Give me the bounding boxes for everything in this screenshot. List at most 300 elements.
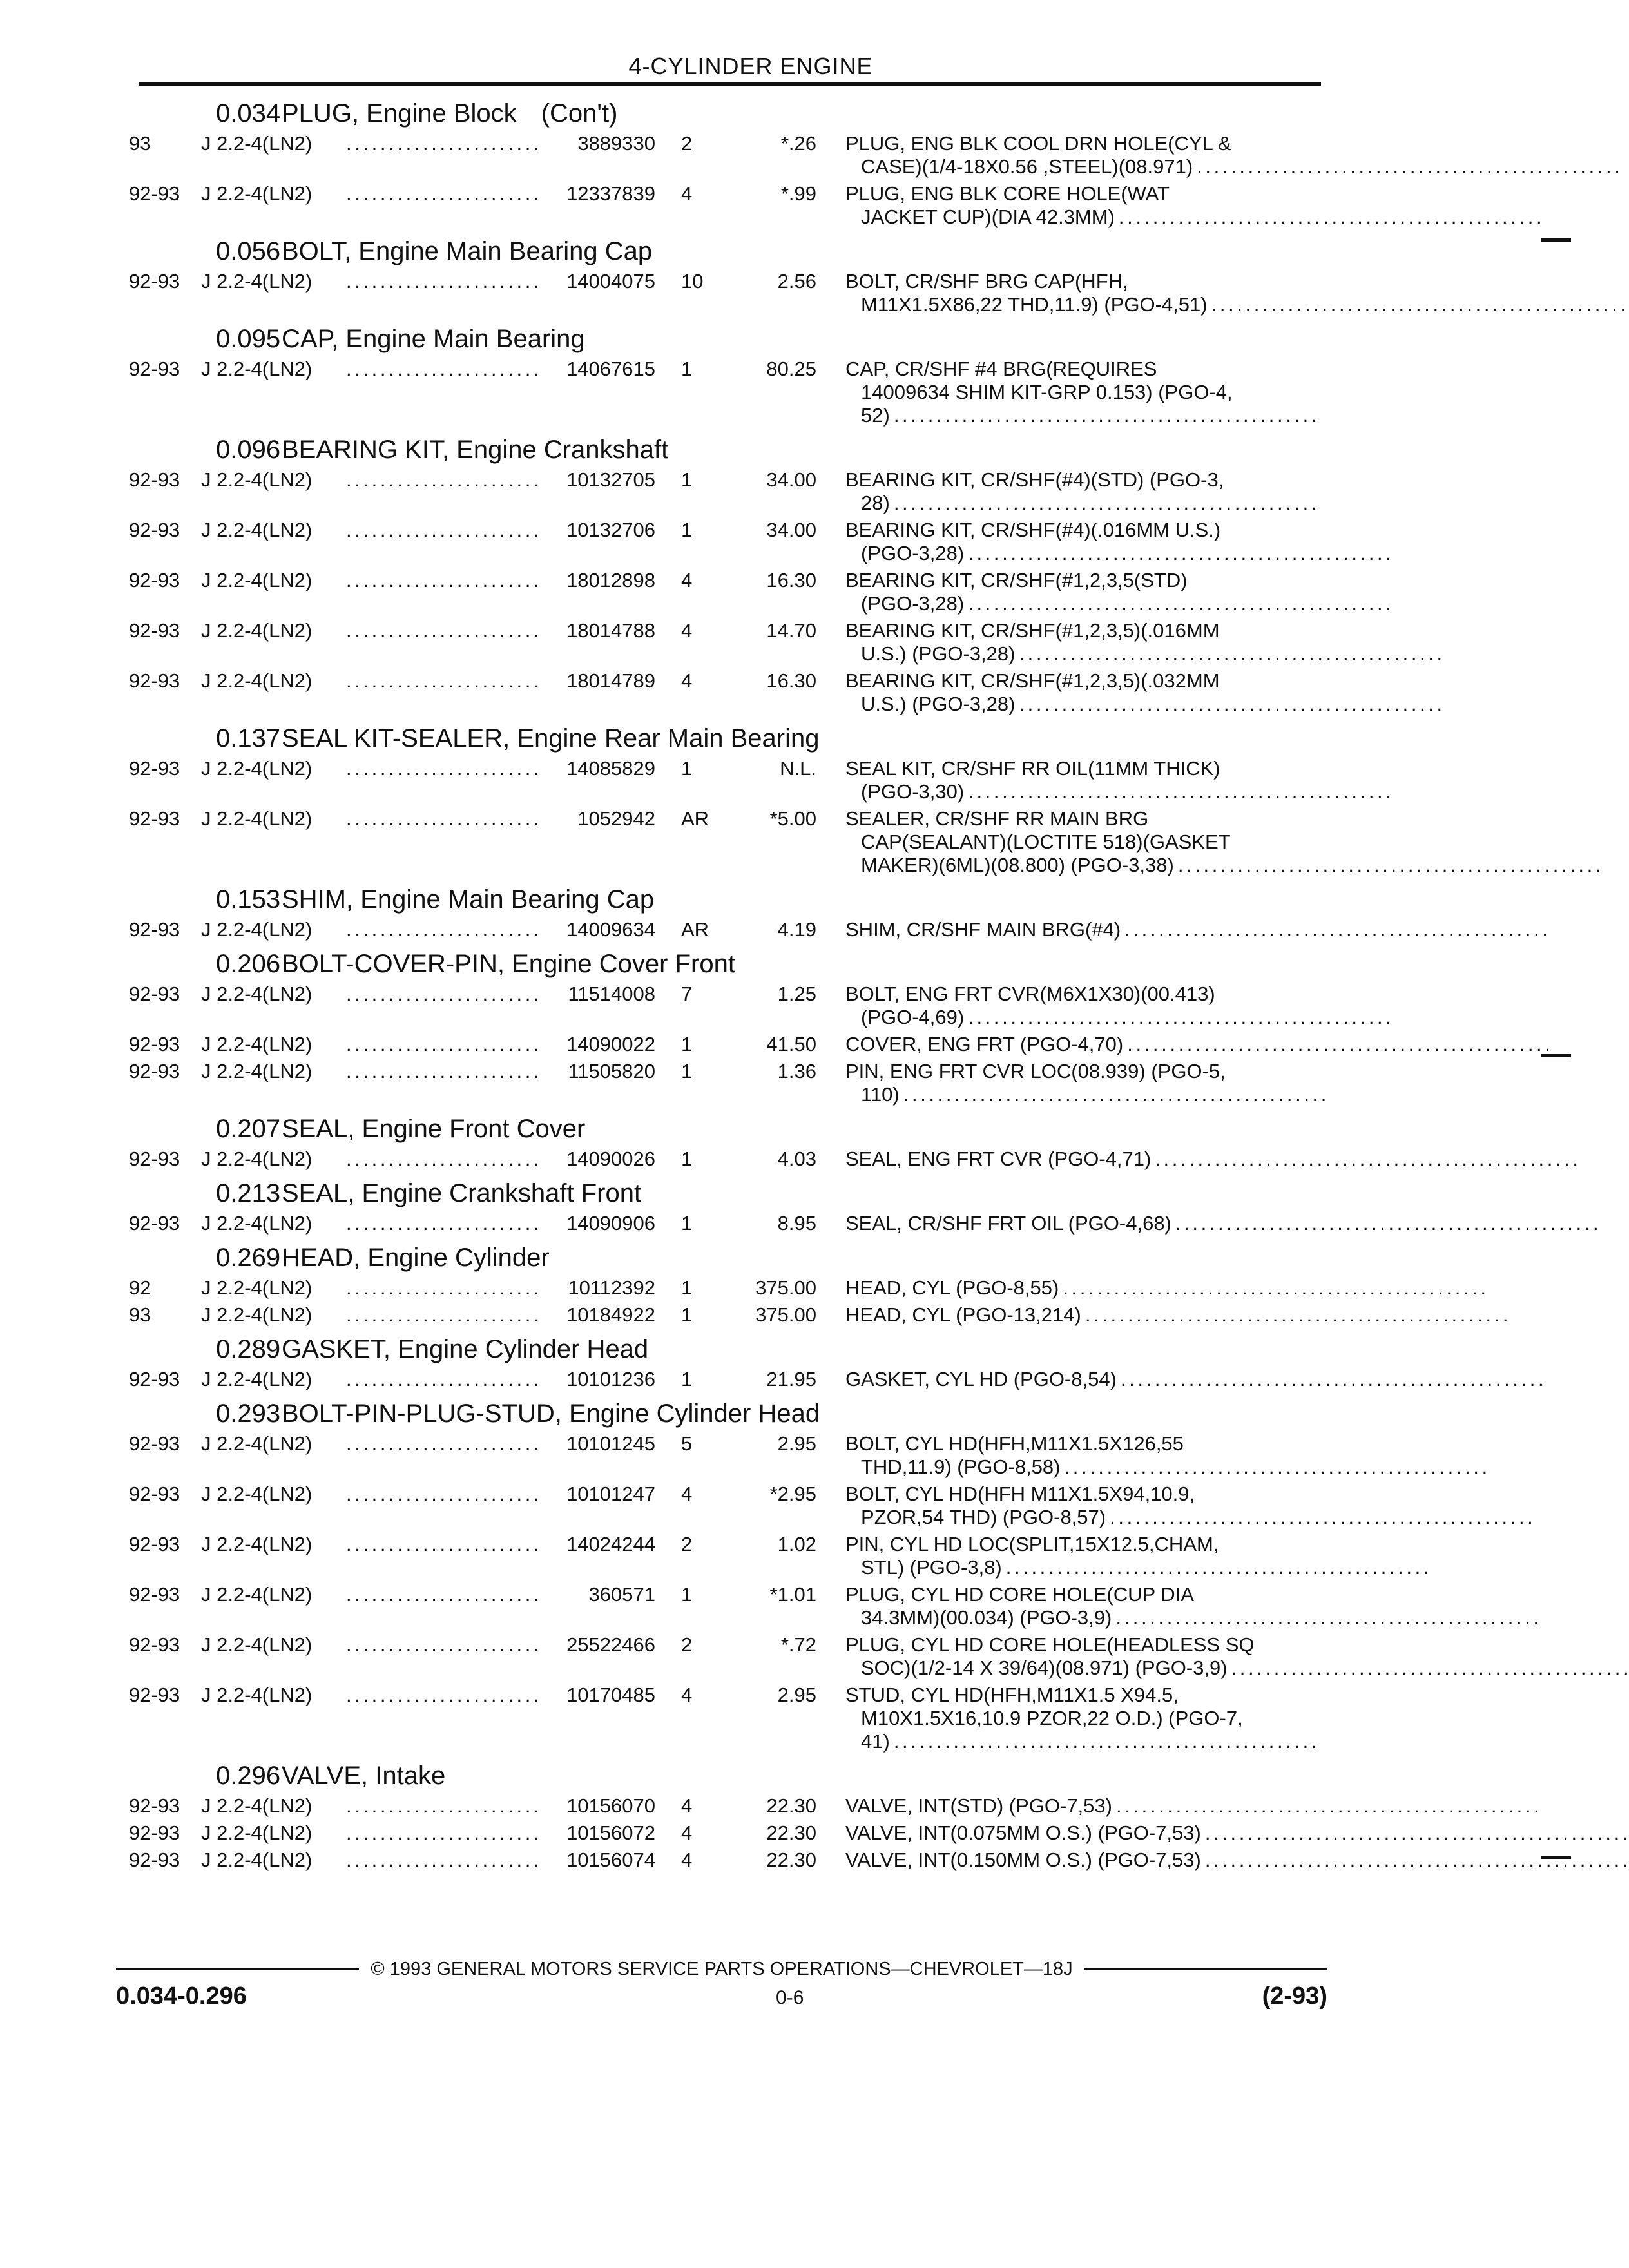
price: 1.02 [777,1533,816,1555]
leader-dots [1019,693,1441,716]
part-entry [129,569,1321,615]
leader-dots [346,757,539,780]
leader-dots [1085,1303,1507,1327]
part-description [845,757,1390,803]
description-text: BOLT, CYL HD(HFH,M11X1.5X126,55 [845,1432,1184,1455]
part-number: 10132705 [566,468,655,491]
group-header [129,720,1321,757]
quantity: 1 [681,1583,693,1606]
quantity: 1 [681,519,693,541]
engine-code: J 2.2-4(LN2) [201,1533,313,1555]
engine-code: J 2.2-4(LN2) [201,1303,313,1326]
price: *1.01 [769,1583,816,1606]
group-name: PLUG, Engine Block [282,99,517,128]
model-year: 92-93 [129,1821,180,1844]
leader-dots [1065,1456,1487,1479]
leader-dots [346,519,539,542]
description-text: (PGO-3,30) [861,780,965,803]
description-text: 14009634 SHIM KIT-GRP 0.153) (PGO-4, [861,381,1233,403]
price: 1.36 [777,1060,816,1082]
model-year: 92-93 [129,1033,180,1055]
model-year: 92-93 [129,519,180,541]
description-line [845,293,1629,316]
leader-dots [894,492,1321,515]
leader-dots [346,807,539,831]
part-description [845,918,1547,941]
engine-code: J 2.2-4(LN2) [201,918,313,941]
description-text: CAP(SEALANT)(LOCTITE 518)(GASKET [861,831,1231,853]
quantity: 1 [681,1033,693,1055]
part-description [845,468,1321,515]
group-header [129,95,1321,132]
page-number: 0-6 [776,1987,804,2008]
description-line [845,1006,1390,1029]
price: *.26 [780,132,816,155]
model-year: 92-93 [129,1684,180,1706]
description-line [845,155,1619,178]
footer-bottom [116,1983,1327,2010]
leader-dots [1211,293,1629,316]
price: *2.95 [769,1483,816,1505]
engine-code: J 2.2-4(LN2) [201,1633,313,1656]
leader-dots [346,468,539,492]
description-line [845,592,1390,615]
part-number: 18012898 [566,569,655,591]
part-entry [129,1033,1321,1056]
leader-dots [1006,1556,1428,1579]
leader-dots [1205,1849,1627,1872]
group-header [129,1239,1321,1276]
model-year: 92-93 [129,1060,180,1082]
leader-dots [346,1148,539,1171]
part-number: 360571 [588,1583,655,1606]
part-number: 10101236 [566,1368,655,1390]
group-name: GASKET, Engine Cylinder Head [282,1335,649,1363]
model-year: 92-93 [129,1849,180,1871]
description-line [845,1303,1507,1327]
description-text: VALVE, INT(0.075MM O.S.) (PGO-7,53) [845,1821,1201,1844]
description-text: BOLT, CYL HD(HFH M11X1.5X94,10.9, [845,1483,1195,1505]
price: 2.56 [777,270,816,293]
part-entry [129,1849,1321,1872]
part-entry [129,619,1321,666]
leader-dots [1235,831,1600,854]
description-text: GASKET, CYL HD (PGO-8,54) [845,1368,1117,1390]
description-line [845,1506,1532,1529]
engine-code: J 2.2-4(LN2) [201,569,313,591]
part-description [845,1432,1486,1479]
part-entry [129,1303,1321,1327]
leader-dots [894,404,1321,427]
description-line [845,381,1321,404]
price: 375.00 [755,1276,816,1299]
group-number: 0.289 [216,1335,281,1363]
model-year: 92-93 [129,1633,180,1656]
group-name: CAP, Engine Main Bearing [282,325,585,353]
description-text: THD,11.9) (PGO-8,58) [861,1456,1061,1478]
model-year: 93 [129,1303,151,1326]
description-line [845,182,1541,206]
part-entry [129,468,1321,515]
model-year: 92 [129,1276,151,1299]
description-text: BOLT, CR/SHF BRG CAP(HFH, [845,270,1128,293]
leader-dots [1063,1276,1485,1300]
description-text: SEALER, CR/SHF RR MAIN BRG [845,807,1149,830]
description-line [845,468,1321,492]
engine-code: J 2.2-4(LN2) [201,1060,313,1082]
leader-dots [1247,1707,1321,1730]
price: 4.19 [777,918,816,941]
leader-dots [346,569,539,592]
group-header [129,431,1321,468]
description-text: PZOR,54 THD) (PGO-8,57) [861,1506,1106,1528]
group-header [129,881,1321,918]
group-name: SEAL, Engine Front Cover [282,1115,586,1143]
part-description [845,1276,1485,1300]
leader-dots [1019,642,1441,666]
leader-dots [1222,1533,1427,1556]
leader-dots [346,1849,539,1872]
part-entry [129,807,1321,877]
part-description [845,1633,1629,1680]
quantity: 1 [681,1212,693,1235]
leader-dots [346,270,539,293]
group-name: BOLT-PIN-PLUG-STUD, Engine Cylinder Head [282,1399,820,1428]
group-header [129,1110,1321,1148]
description-text: BOLT, ENG FRT CVR(M6X1X30)(00.413) [845,983,1215,1005]
group-name: BOLT, Engine Main Bearing Cap [282,237,653,265]
leader-dots [1224,669,1441,693]
description-line [845,270,1629,293]
description-line [845,1212,1597,1235]
group-header [129,1757,1321,1794]
leader-dots [968,1006,1390,1029]
model-year: 92-93 [129,1148,180,1170]
part-number: 14090906 [566,1212,655,1235]
group-number: 0.056 [216,237,281,265]
part-description [845,1148,1577,1171]
engine-code: J 2.2-4(LN2) [201,1821,313,1844]
model-year: 92-93 [129,1533,180,1555]
description-line [845,1821,1627,1845]
part-entry [129,1633,1321,1680]
leader-dots [968,592,1390,615]
engine-code: J 2.2-4(LN2) [201,1148,313,1170]
description-text: MAKER)(6ML)(08.800) (PGO-3,38) [861,854,1174,876]
group-header [129,1331,1321,1368]
description-text: (PGO-4,69) [861,1006,965,1028]
part-description [845,807,1599,877]
part-number: 12337839 [566,182,655,205]
leader-dots [1224,757,1390,780]
description-text: 110) [861,1083,900,1106]
part-description [845,182,1541,229]
quantity: AR [681,807,709,830]
leader-dots [346,669,539,693]
leader-dots [1127,1033,1549,1056]
description-text: M10X1.5X16,10.9 PZOR,22 O.D.) (PGO-7, [861,1707,1243,1729]
quantity: 1 [681,1148,693,1170]
leader-dots [346,1794,539,1818]
margin-tick [1541,238,1571,242]
part-description [845,1821,1627,1845]
description-line [845,492,1321,515]
description-text: SEAL, CR/SHF FRT OIL (PGO-4,68) [845,1212,1171,1235]
leader-dots [1132,270,1629,293]
quantity: 4 [681,1483,693,1505]
group-number: 0.096 [216,436,281,464]
model-year: 92-93 [129,807,180,830]
description-line [845,1707,1321,1730]
model-year: 92-93 [129,983,180,1005]
model-year: 92-93 [129,1794,180,1817]
leader-dots [1188,1432,1486,1456]
leader-dots [1224,619,1441,642]
quantity: 4 [681,1849,693,1871]
part-entry [129,270,1321,316]
part-number: 14085829 [566,757,655,780]
description-line [845,1060,1325,1083]
leader-dots [346,1368,539,1391]
part-entry [129,1212,1321,1235]
part-number: 14009634 [566,918,655,941]
part-number: 25522466 [566,1633,655,1656]
engine-code: J 2.2-4(LN2) [201,468,313,491]
price: 80.25 [766,358,816,380]
part-entry [129,182,1321,229]
part-description [845,619,1441,666]
description-line [845,642,1441,666]
engine-code: J 2.2-4(LN2) [201,669,313,692]
description-text: STL) (PGO-3,8) [861,1556,1002,1579]
engine-code: J 2.2-4(LN2) [201,182,313,205]
part-number: 14004075 [566,270,655,293]
price: *.99 [780,182,816,205]
description-text: PLUG, CYL HD CORE HOLE(CUP DIA [845,1583,1194,1606]
part-entry [129,132,1321,178]
group-name: SEAL, Engine Crankshaft Front [282,1179,642,1207]
engine-code: J 2.2-4(LN2) [201,1033,313,1055]
leader-dots [1198,1583,1537,1606]
description-text: PIN, CYL HD LOC(SPLIT,15X12.5,CHAM, [845,1533,1219,1555]
description-line [845,1456,1486,1479]
group-name: BOLT-COVER-PIN, Engine Cover Front [282,950,735,978]
price: 34.00 [766,468,816,491]
leader-dots [968,780,1390,803]
model-year: 92-93 [129,1583,180,1606]
description-text: SOC)(1/2-14 X 39/64)(08.971) (PGO-3,9) [861,1657,1228,1679]
leader-dots [1116,1794,1538,1818]
description-line [845,358,1321,381]
leader-dots [1175,1212,1597,1235]
description-text: BEARING KIT, CR/SHF(#1,2,3,5(STD) [845,569,1188,591]
description-text: BEARING KIT, CR/SHF(#4)(STD) (PGO-3, [845,468,1224,491]
leader-dots [346,1212,539,1235]
group-name: BEARING KIT, Engine Crankshaft [282,436,669,464]
quantity: 4 [681,669,693,692]
leader-dots [1119,206,1541,229]
description-line [845,1606,1537,1629]
leader-dots [1258,1633,1629,1657]
engine-code: J 2.2-4(LN2) [201,1849,313,1871]
model-year: 92-93 [129,182,180,205]
group-header [129,1395,1321,1432]
engine-code: J 2.2-4(LN2) [201,1276,313,1299]
description-line [845,693,1441,716]
price: 1.25 [777,983,816,1005]
description-line [845,1432,1486,1456]
group-name: VALVE, Intake [282,1762,446,1790]
description-text: BEARING KIT, CR/SHF(#4)(.016MM U.S.) [845,519,1221,541]
part-description [845,1483,1532,1529]
margin-tick [1541,1054,1571,1057]
description-text: 41) [861,1730,890,1753]
group-number: 0.137 [216,724,281,753]
group-header [129,233,1321,270]
parts-list [129,95,1321,1872]
description-line [845,831,1599,854]
description-text: PLUG, CYL HD CORE HOLE(HEADLESS SQ [845,1633,1255,1656]
part-description [845,983,1390,1029]
description-line [845,983,1390,1006]
part-number: 1052942 [577,807,655,830]
description-text: CAP, CR/SHF #4 BRG(REQUIRES [845,358,1157,380]
part-description [845,358,1321,427]
model-year: 92-93 [129,1212,180,1235]
part-description [845,1368,1543,1391]
part-entry [129,1060,1321,1106]
description-line [845,1556,1427,1579]
copyright-line [116,1959,1327,1980]
part-description [845,1583,1537,1629]
leader-dots [903,1083,1325,1106]
quantity: 2 [681,1633,693,1656]
leader-dots [1155,1148,1577,1171]
model-year: 92-93 [129,619,180,642]
part-description [845,669,1441,716]
group-header [129,320,1321,358]
leader-dots [346,358,539,381]
part-number: 11505820 [568,1060,655,1082]
description-line [845,1483,1532,1506]
part-entry [129,1583,1321,1629]
leader-dots [346,1303,539,1327]
part-description [845,519,1390,565]
group-note: (Con't) [541,99,618,128]
page-footer [116,1959,1327,2010]
part-number: 10132706 [566,519,655,541]
quantity: 1 [681,358,693,380]
part-description [845,132,1619,178]
part-entry [129,1432,1321,1479]
description-text: CASE)(1/4-18X0.56 ,STEEL)(08.971) [861,155,1193,178]
price: 22.30 [766,1849,816,1871]
price: 2.95 [777,1684,816,1706]
description-line [845,1684,1321,1707]
group-number: 0.206 [216,950,281,978]
quantity: 2 [681,1533,693,1555]
part-number: 14090022 [566,1033,655,1055]
description-text: BEARING KIT, CR/SHF(#1,2,3,5)(.032MM [845,669,1220,692]
leader-dots [346,1483,539,1506]
leader-dots [346,1684,539,1707]
description-line [845,918,1547,941]
leader-dots [346,1432,539,1456]
part-description [845,1303,1507,1327]
price: 375.00 [755,1303,816,1326]
group-range-label: 0.034-0.296 [116,1983,247,2010]
leader-dots [1121,1368,1543,1391]
quantity: 7 [681,983,693,1005]
part-number: 10184922 [566,1303,655,1326]
description-text: 34.3MM)(00.034) (PGO-3,9) [861,1606,1112,1629]
leader-dots [346,1033,539,1056]
date-code: (2-93) [1262,1983,1327,2010]
description-text: U.S.) (PGO-3,28) [861,642,1016,665]
part-entry [129,358,1321,427]
group-name: SEAL KIT-SEALER, Engine Rear Main Bearing [282,724,820,753]
leader-dots [346,1060,539,1083]
description-line [845,854,1599,877]
quantity: 1 [681,1368,693,1390]
part-entry [129,1276,1321,1300]
footer-rule-left [116,1968,359,1970]
leader-dots [1173,182,1541,206]
group-number: 0.034 [216,99,281,128]
group-name: SHIM, Engine Main Bearing Cap [282,885,655,914]
model-year: 92-93 [129,1483,180,1505]
description-line [845,206,1541,229]
part-number: 10156070 [566,1794,655,1817]
leader-dots [1219,983,1390,1006]
description-text: (PGO-3,28) [861,592,965,615]
description-line [845,1083,1325,1106]
part-entry [129,669,1321,716]
group-number: 0.269 [216,1244,281,1272]
part-number: 14090026 [566,1148,655,1170]
model-year: 92-93 [129,918,180,941]
part-entry [129,1368,1321,1391]
description-line [845,542,1390,565]
leader-dots [1197,155,1619,178]
model-year: 92-93 [129,270,180,293]
part-entry [129,757,1321,803]
engine-code: J 2.2-4(LN2) [201,1368,313,1390]
description-line [845,569,1390,592]
margin-tick [1541,1856,1571,1859]
model-year: 92-93 [129,468,180,491]
description-line [845,807,1599,831]
description-line [845,1730,1321,1753]
engine-code: J 2.2-4(LN2) [201,757,313,780]
description-text: 28) [861,492,890,514]
model-year: 93 [129,132,151,155]
engine-code: J 2.2-4(LN2) [201,983,313,1005]
part-number: 10101245 [566,1432,655,1455]
part-entry [129,519,1321,565]
part-entry [129,1684,1321,1753]
part-entry [129,1148,1321,1171]
leader-dots [1178,854,1600,877]
quantity: 5 [681,1432,693,1455]
description-text: U.S.) (PGO-3,28) [861,693,1016,715]
leader-dots [1199,1483,1532,1506]
catalog-page [129,50,1321,1876]
engine-code: J 2.2-4(LN2) [201,519,313,541]
description-text: 52) [861,404,890,427]
description-line [845,132,1619,155]
description-text: STUD, CYL HD(HFH,M11X1.5 X94.5, [845,1684,1179,1706]
